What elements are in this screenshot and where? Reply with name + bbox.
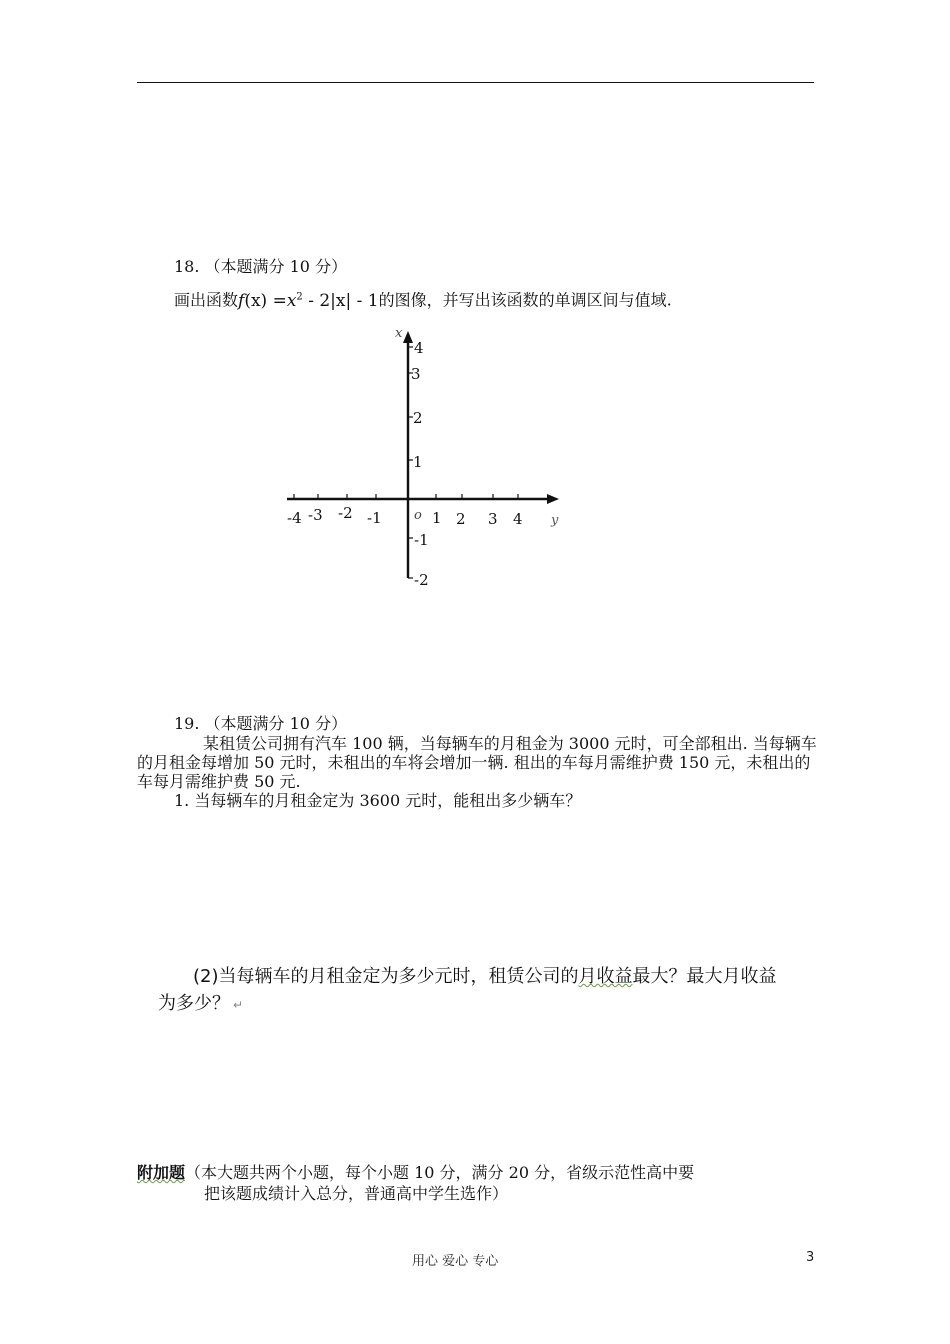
horizontal-axis-label: y [551,513,559,528]
extra-line2: 把该题成绩计入总分，普通高中学生选作） [204,1184,509,1203]
y-tick-label: -1 [414,531,429,549]
q19-sub2-b: 月收益 [578,966,633,987]
func-mid: - 2 [302,290,331,311]
q19-sub2-d: 为多少？ [158,993,230,1014]
func-f: f [238,290,245,311]
y-tick-label: 4 [414,339,424,357]
q19-sub2-a: (2)当每辆车的月租金定为多少元时，租赁公司的 [193,966,579,987]
func-sup: 2 [296,291,303,302]
y-tick-label: 3 [411,365,421,383]
q19-sub2-line2 [158,993,243,1016]
x-tick-label: -1 [367,509,382,527]
func-tail: - 1 [351,290,379,311]
x-tick-label: -2 [338,504,353,522]
q19-body-text: 某租赁公司拥有汽车 100 辆，当每辆车的月租金为 3000 元时，可全部租出. 当每辆车的月租金每增加 50 元时，未租出的车将会增加一辆. 租出的车每月需维护费 150 元，未租出的车每月需维护费 50 元. [137,734,817,791]
y-tick-label: 2 [413,409,423,427]
q18-prompt-before: 画出函数 [174,290,239,310]
page-number: 3 [806,1250,815,1265]
footer-motto: 用心 爱心 专心 [412,1254,499,1269]
extra-heading: 附加题 [137,1163,186,1182]
x-tick-label: -4 [287,509,302,527]
q18-title: 18. （本题满分 10 分） [174,257,348,276]
func-eq: = [267,290,287,311]
y-tick-label: 1 [413,453,423,471]
func-arg: (x) [244,290,268,311]
q19-sub2-line1 [193,966,777,988]
x-tick-label: 3 [488,510,498,528]
q19-sub1: 1. 当每辆车的月租金定为 3600 元时，能租出多少辆车？ [174,791,582,810]
vertical-axis-arrow-icon [403,331,413,343]
extra-line1 [137,1163,694,1183]
return-mark-icon: ↵ [233,998,244,1012]
origin-label: o [414,508,422,523]
func-abs: |x| [330,290,352,311]
horizontal-axis-arrow-icon [547,494,559,504]
x-tick-label: -3 [308,506,323,524]
vertical-axis-label: x [395,326,403,341]
func-x: x [286,290,297,311]
y-tick-label: -2 [414,571,429,589]
x-tick-label: 2 [456,510,466,528]
x-tick-label: 4 [513,510,523,528]
extra-line1-text: （本大题共两个小题，每个小题 10 分，满分 20 分，省级示范性高中要 [185,1163,695,1182]
q18-prompt-after: 的图像，并写出该函数的单调区间与值域. [378,290,672,310]
x-tick-label: 1 [432,509,442,527]
q19-body [137,734,817,791]
q19-title: 19. （本题满分 10 分） [174,714,348,733]
q19-sub2-c: 最大？最大月收益 [632,966,777,987]
